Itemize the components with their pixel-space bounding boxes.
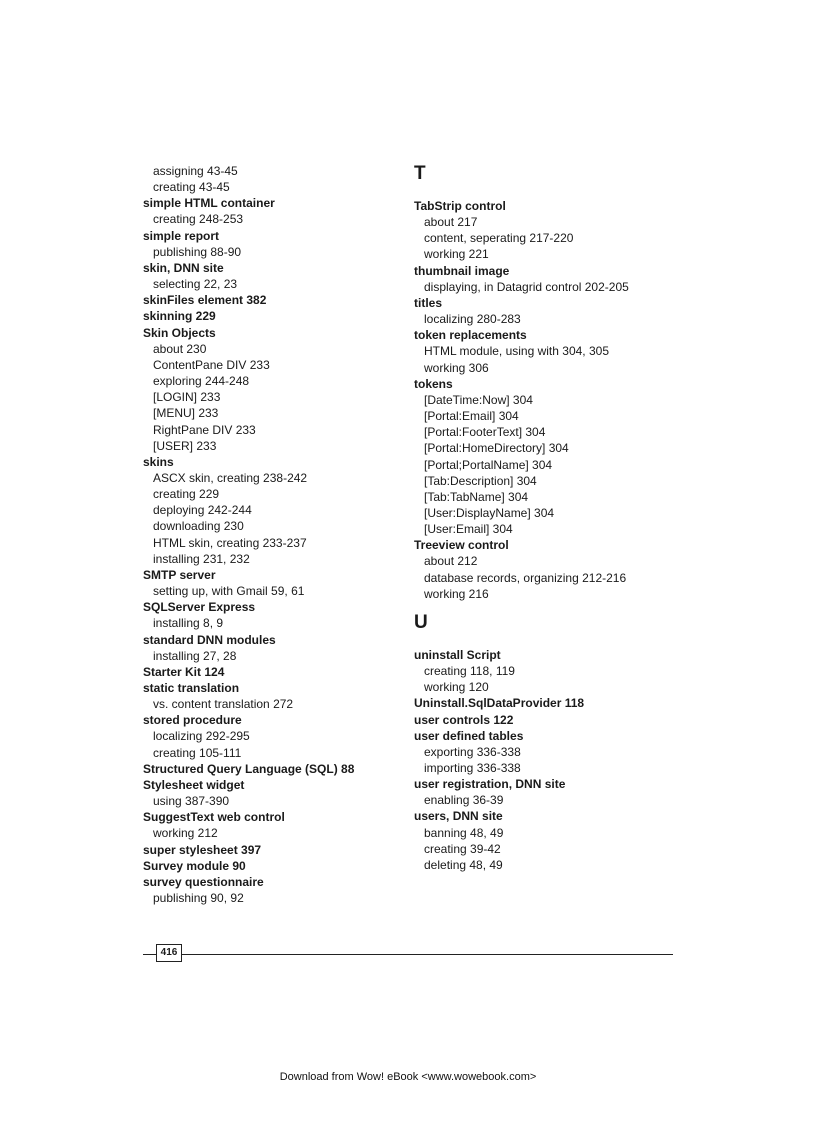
index-subentry: setting up, with Gmail 59, 61 xyxy=(153,584,305,599)
index-entry: titles xyxy=(414,295,443,310)
section-u-entries xyxy=(414,647,684,873)
index-subentry: ContentPane DIV 233 xyxy=(153,357,270,372)
index-entry: Structured Query Language (SQL) 88 xyxy=(143,761,355,776)
index-subentry: about 212 xyxy=(424,554,478,569)
index-entry: Stylesheet widget xyxy=(143,777,245,792)
index-subentry: selecting 22, 23 xyxy=(153,277,238,292)
index-subentry: HTML module, using with 304, 305 xyxy=(424,344,609,359)
index-entry: stored procedure xyxy=(143,713,242,728)
page-footer xyxy=(143,944,673,964)
index-subentry: exporting 336-338 xyxy=(424,744,521,759)
index-entry: Uninstall.SqlDataProvider 118 xyxy=(414,696,585,711)
index-entry: skinFiles element 382 xyxy=(143,293,267,308)
index-entry: SQLServer Express xyxy=(143,600,256,615)
index-entry: skin, DNN site xyxy=(143,260,224,275)
index-subentry: about 230 xyxy=(153,341,207,356)
index-subentry: ASCX skin, creating 238-242 xyxy=(153,470,308,485)
index-entry: super stylesheet 397 xyxy=(143,842,262,857)
index-subentry: creating 43-45 xyxy=(153,180,230,195)
index-entry: SuggestText web control xyxy=(143,810,285,825)
index-subentry: working 212 xyxy=(153,826,218,841)
index-subentry: publishing 88-90 xyxy=(153,244,242,259)
index-entry: skins xyxy=(143,454,174,469)
index-entry: thumbnail image xyxy=(414,263,510,278)
index-entry: survey questionnaire xyxy=(143,874,264,889)
index-subentry: downloading 230 xyxy=(153,519,244,534)
index-subentry: deleting 48, 49 xyxy=(424,857,503,872)
section-letter-t: T xyxy=(414,163,426,184)
index-subentry: importing 336-338 xyxy=(424,761,521,775)
index-entry: Treeview control xyxy=(414,538,509,553)
index-subentry: [Portal;PortalName] 304 xyxy=(424,457,553,472)
index-subentry: working 120 xyxy=(424,680,489,695)
index-subentry: creating 39-42 xyxy=(424,841,501,856)
index-subentry: exploring 244-248 xyxy=(153,374,250,389)
index-column-right xyxy=(414,163,684,873)
index-subentry: localizing 292-295 xyxy=(153,729,250,744)
index-subentry: [User:DisplayName] 304 xyxy=(424,505,555,520)
index-entry: Skin Objects xyxy=(143,325,216,340)
index-subentry: installing 27, 28 xyxy=(153,648,237,663)
index-entry: standard DNN modules xyxy=(143,632,276,647)
index-subentry: using 387-390 xyxy=(153,794,230,809)
index-entry: TabStrip control xyxy=(414,199,506,213)
page-number: 416 xyxy=(156,944,182,962)
index-subentry: [MENU] 233 xyxy=(153,406,219,421)
index-column-left xyxy=(143,163,413,906)
index-subentry: creating 229 xyxy=(153,487,220,502)
index-subentry: [Portal:Email] 304 xyxy=(424,409,519,424)
index-subentry: [User:Email] 304 xyxy=(424,522,513,537)
index-subentry: installing 231, 232 xyxy=(153,551,250,566)
index-entry: simple report xyxy=(143,228,220,243)
index-subentry: deploying 242-244 xyxy=(153,503,252,518)
index-subentry: installing 8, 9 xyxy=(153,616,224,631)
index-entry: simple HTML container xyxy=(143,196,275,211)
index-entry: static translation xyxy=(143,681,240,695)
section-letter-u: U xyxy=(414,611,428,633)
index-subentry: content, seperating 217-220 xyxy=(424,231,574,246)
index-subentry: creating 105-111 xyxy=(153,745,242,760)
index-subentry: [Portal:FooterText] 304 xyxy=(424,425,546,440)
index-entry: user registration, DNN site xyxy=(414,777,566,792)
index-entry: skinning 229 xyxy=(143,309,216,324)
section-t-entries xyxy=(414,198,684,602)
index-entry: users, DNN site xyxy=(414,809,503,824)
index-subentry: localizing 280-283 xyxy=(424,312,521,327)
index-subentry: [Tab:TabName] 304 xyxy=(424,489,529,504)
index-entry: Survey module 90 xyxy=(143,858,246,873)
index-subentry: displaying, in Datagrid control 202-205 xyxy=(424,279,629,294)
index-entry: Starter Kit 124 xyxy=(143,664,225,679)
index-subentry: working 221 xyxy=(424,247,489,262)
index-subentry: creating 248-253 xyxy=(153,212,244,227)
index-entry: user controls 122 xyxy=(414,712,514,727)
index-entry: tokens xyxy=(414,376,453,391)
index-subentry: creating 118, 119 xyxy=(424,664,515,679)
index-subentry: RightPane DIV 233 xyxy=(153,422,256,437)
index-subentry: publishing 90, 92 xyxy=(153,891,244,906)
index-entry: SMTP server xyxy=(143,567,216,582)
index-subentry: vs. content translation 272 xyxy=(153,697,294,712)
footer-rule xyxy=(143,954,673,955)
index-entry: uninstall Script xyxy=(414,647,501,662)
index-subentry: assigning 43-45 xyxy=(153,164,238,178)
index-subentry: [Portal:HomeDirectory] 304 xyxy=(424,441,569,456)
index-entry: user defined tables xyxy=(414,728,524,743)
index-subentry: banning 48, 49 xyxy=(424,825,504,840)
index-subentry: database records, organizing 212-216 xyxy=(424,570,627,585)
index-subentry: HTML skin, creating 233-237 xyxy=(153,535,307,550)
index-subentry: [DateTime:Now] 304 xyxy=(424,392,533,407)
index-subentry: working 306 xyxy=(424,360,489,375)
index-subentry: enabling 36-39 xyxy=(424,793,504,808)
download-note: Download from Wow! eBook <www.wowebook.com> xyxy=(279,1071,537,1083)
index-subentry: [Tab:Description] 304 xyxy=(424,473,537,488)
index-subentry: [USER] 233 xyxy=(153,438,217,453)
index-subentry: about 217 xyxy=(424,215,478,230)
index-subentry: [LOGIN] 233 xyxy=(153,390,221,405)
index-entry: token replacements xyxy=(414,328,527,343)
index-subentry: working 216 xyxy=(424,586,489,601)
